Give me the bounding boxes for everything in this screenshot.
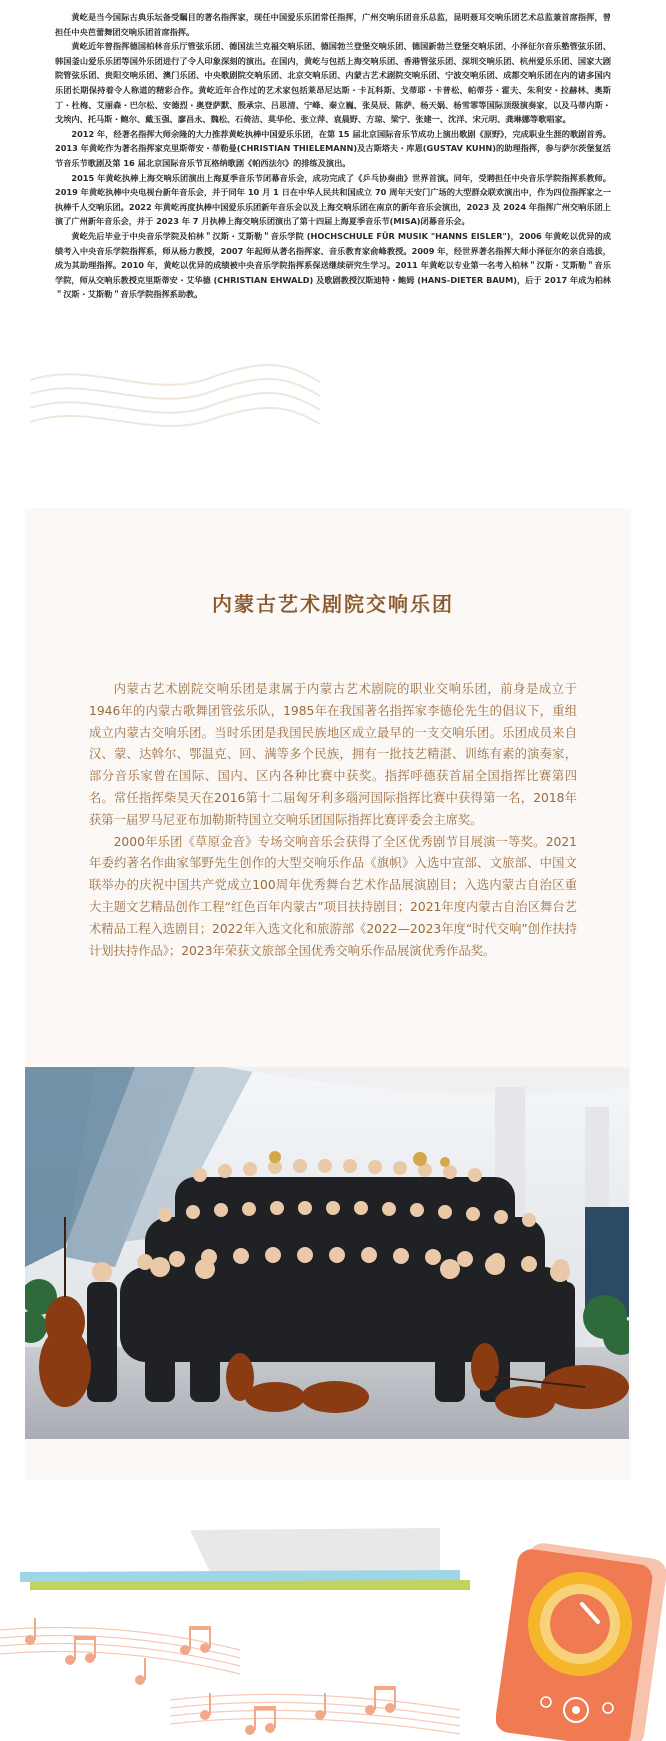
conductor-biography [55,10,611,302]
decorative-music-staff [0,1500,480,1741]
orchestra-introduction [89,679,577,962]
orchestra-group-photo [25,1067,629,1439]
decorative-wave-lines [30,360,320,440]
bio-paragraph: 黄屹是当今国际古典乐坛备受瞩目的著名指挥家，现任中国爱乐乐团常任指挥，广州交响乐团音乐总监，昆明聂耳交响乐团艺术总监兼首席指挥，曾担任中央芭蕾舞团交响乐团首席指挥。 [55,12,611,37]
speaker-icon [496,1540,666,1741]
bio-paragraph: 黄屹近年曾指挥德国柏林音乐厅管弦乐团、德国法兰克福交响乐团、德国勃兰登堡交响乐团、德国新勃兰登堡交响乐团、小泽征尔音乐塾管弦乐团、韩国釜山爱乐乐团等国外乐团进行了令人印象深刻的演出。在国内，黄屹与包括上海交响乐团、香港管弦乐团、深圳交响乐团、杭州爱乐乐团、国家大剧院管弦乐团、贵阳交响乐团、澳门乐团、中央歌剧院交响乐团、北京交响乐团、内蒙古艺术剧院交响乐团、宁波交响乐团、成都交响乐团在内的诸多国内乐团长期保持着令人称道的精彩合作。黄屹近年合作过的艺术家包括莱昂尼达斯・卡瓦科斯、戈蒂耶・卡普松、帕蒂芬・霍夫、朱利安・拉赫林、奥斯丁・杜梅、艾丽森・巴尔松、安德烈・奥登萨默、殷承宗、吕思清、宁峰、秦立巍、张昊辰、陈萨、杨天娲、杨雪霏等国际顶级演奏家，以及马蒂内斯・戈埃内、托马斯・鲍尔、戴玉强、廖昌永、魏松、石倚洁、莫华伦、张立萍、袁晨野、方琼、梁宁、张建一、沈洋、宋元明、龚琳娜等歌唱家。 [55,41,611,125]
intro-paragraph: 内蒙古艺术剧院交响乐团是隶属于内蒙古艺术剧院的职业交响乐团，前身是成立于1946年的内蒙古歌舞团管弦乐队，1985年在我国著名指挥家李德伦先生的倡议下，重组成立内蒙古交响乐团。当时乐团是我国民族地区成立最早的一支交响乐团。乐团成员来自汉、蒙、达斡尔、鄂温克、回、满等多个民族，拥有一批技艺精湛、训练有素的演奏家，部分音乐家曾在国际、国内、区内各种比赛中获奖。指挥呼德获首届全国指挥比赛第四名。常任指挥柴昊天在2016第十二届匈牙利多瑙河国际指挥比赛中获得第一名，2018年获第一届罗马尼亚布加勒斯特国立交响乐团国际指挥比赛评委会主席奖。 [89,682,577,827]
bio-paragraph: 黄屹先后毕业于中央音乐学院及柏林＂汉斯・艾斯勒＂音乐学院 (HOCHSCHULE FÜR MUSIK "HANNS EISLER")，2006 年黄屹以优异的成绩考入中央音乐学院指挥系，师从杨力教授，2007 年起师从著名指挥家、音乐教育家俞峰教授。2009 年，经世界著名指挥大师小泽征尔的亲自选拔，成为其助理指挥。2010 年，黄屹以优异的成绩被中央音乐学院指挥系保送继续研究生学习。2011 年黄屹以专业第一名考入柏林＂汉斯・艾斯勒＂音乐学院，师从交响乐教授克里斯蒂安・艾华德 (CHRISTIAN EHWALD) 及歌剧教授汉斯迪特・鲍姆 (HANS-DIETER BAUM)，后于 2017 年成为柏林＂汉斯・艾斯勒＂音乐学院指挥系助教。 [55,230,611,300]
intro-paragraph: 2000年乐团《草原金音》专场交响音乐会获得了全区优秀剧节目展演一等奖。2021年委约著名作曲家邹野先生创作的大型交响乐作品《旗帜》入选中宣部、文旅部、中国文联举办的庆祝中国共产党成立100周年优秀舞台艺术作品展演剧目；入选内蒙古自治区重大主题文艺精品创作工程“红色百年内蒙古”项目扶持剧目；2021年度内蒙古自治区舞台艺术精品工程入选剧目；2022年入选文化和旅游部《2022—2023年度“时代交响”创作扶持计划扶持作品》；2023年荣获文旅部全国优秀交响乐作品展演优秀作品奖。 [89,834,577,958]
bio-paragraph: 2015 年黄屹执棒上海交响乐团演出上海夏季音乐节闭幕音乐会，成功完成了《乒乓协奏曲》世界首演。同年，受聘担任中央音乐学院指挥系教师。2019 年黄屹执棒中央电视台新年音乐会，并于同年 10 月 1 日在中华人民共和国成立 70 周年天安门广场的大型群众联欢演出中，作为四位指挥家之一执棒千人交响乐团。2022 年黄屹再度执棒中国爱乐乐团新年音乐会以及上海交响乐团在南京的新年音乐会演出，2023 及 2024 年指挥广州交响乐团上演了广州新年音乐会，并于 2023 年 7 月执棒上海交响乐团演出了第十四届上海夏季音乐节(MISA)闭幕音乐会。 [55,172,611,227]
section-title: 内蒙古艺术剧院交响乐团 [212,592,454,616]
bio-paragraph: 2012 年，经著名指挥大师余隆的大力推荐黄屹执棒中国爱乐乐团，在第 15 届北京国际音乐节成功上演出歌剧《原野》，完成职业生涯的歌剧首秀。2013 年黄屹作为著名指挥家克里斯蒂安・蒂勒曼(CHRISTIAN THIELEMANN)及古斯塔夫・库恩(GUSTAV KUHN)的助理指挥，参与萨尔茨堡复活节音乐节歌剧及第 16 届北京国际音乐节瓦格纳歌剧《帕西法尔》的排练及演出。 [55,128,611,168]
orchestra-photo-illustration [25,1067,629,1439]
